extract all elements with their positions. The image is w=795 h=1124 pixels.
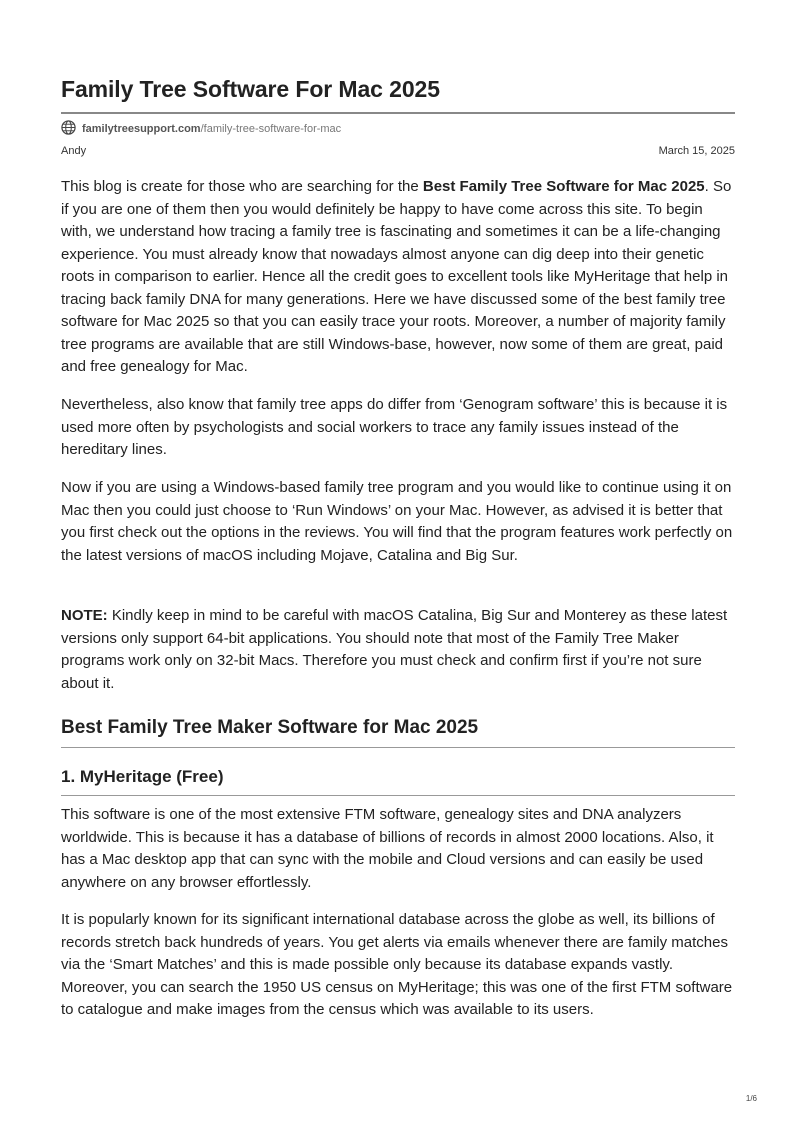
globe-icon — [61, 120, 82, 138]
myheritage-paragraph-1 — [61, 804, 735, 894]
intro-text-start: This blog is create for those who are searching for the — [61, 178, 423, 195]
page-number: 1/6 — [745, 1094, 757, 1103]
paragraph-text: Now if you are using a Windows-based family tree program and you would like to continue using it on Mac then you could just choose to ‘Run Windows’ on your Mac. However, as advised it is better that you first check out the options in the reviews. You will find that the program features work perfectly on the latest versions of macOS including Mojave, Catalina and Big Sur. — [61, 479, 733, 564]
intro-text-rest: . So if you are one of them then you would definitely be happy to have come across this site. To begin with, we understand how tracing a family tree is fascinating and sometimes it can be a life-changing experience. You must already know that nowadays almost anyone can dig deep into their genetic roots in comparison to earlier. Hence all the credit goes to excellent tools like MyHeritage that help in tracing back family DNA for many generations. Here we have discussed some of the best family tree software for Mac 2025 so that you can easily trace your roots. Moreover, a number of majority family tree programs are available that are still Windows-base, however, now some of them are great, paid and free genealogy for Mac. — [61, 178, 732, 375]
subsection-heading: 1. MyHeritage (Free) — [61, 767, 224, 786]
page-title: Family Tree Software For Mac 2025 — [61, 76, 440, 102]
myheritage-paragraph-2 — [61, 909, 735, 1022]
note-paragraph — [61, 605, 735, 695]
subsection-divider — [61, 795, 735, 796]
title-divider — [61, 112, 735, 114]
paragraph-text: This software is one of the most extensive FTM software, genealogy sites and DNA analyzers worldwide. This is because it has a database of billions of records in almost 2000 locations. Also, it has a Mac desktop app that can sync with the mobile and Cloud versions and can easily be used anywhere on any browser effortlessly. — [61, 806, 714, 891]
source-link[interactable] — [61, 120, 341, 138]
note-text: Kindly keep in mind to be careful with macOS Catalina, Big Sur and Monterey as these latest versions only support 64-bit applications. You should note that most of the Family Tree Maker programs work only on 32-bit Macs. Therefore you must check and confirm first if you’re not sure about it. — [61, 607, 728, 692]
source-domain[interactable]: familytreesupport.com — [82, 123, 201, 135]
section-heading: Best Family Tree Maker Software for Mac 2025 — [61, 717, 479, 738]
publish-date: March 15, 2025 — [658, 145, 735, 157]
author: Andy — [61, 145, 87, 157]
intro-paragraph-2 — [61, 394, 735, 462]
intro-paragraph-3 — [61, 477, 735, 567]
paragraph-text: It is popularly known for its significant international database across the globe as well, its billions of records stretch back hundreds of years. You get alerts via emails whenever there are family matches via the ‘Smart Matches’ and this is made possible only because its database expands vastly. Moreover, you can search the 1950 US census on MyHeritage; this was one of the first FTM software to catalogue and make images from the census which was available to its users. — [61, 911, 733, 1018]
intro-bold-phrase: Best Family Tree Software for Mac 2025 — [422, 178, 705, 195]
source-path[interactable]: /family-tree-software-for-mac — [200, 123, 342, 135]
intro-paragraph-1 — [61, 176, 735, 379]
note-label: NOTE: — [61, 607, 108, 624]
section-divider — [61, 747, 735, 748]
paragraph-text: Nevertheless, also know that family tree apps do differ from ‘Genogram software’ this is because it is used more often by psychologists and social workers to trace any family issues instead of the hereditary lines. — [61, 396, 728, 458]
